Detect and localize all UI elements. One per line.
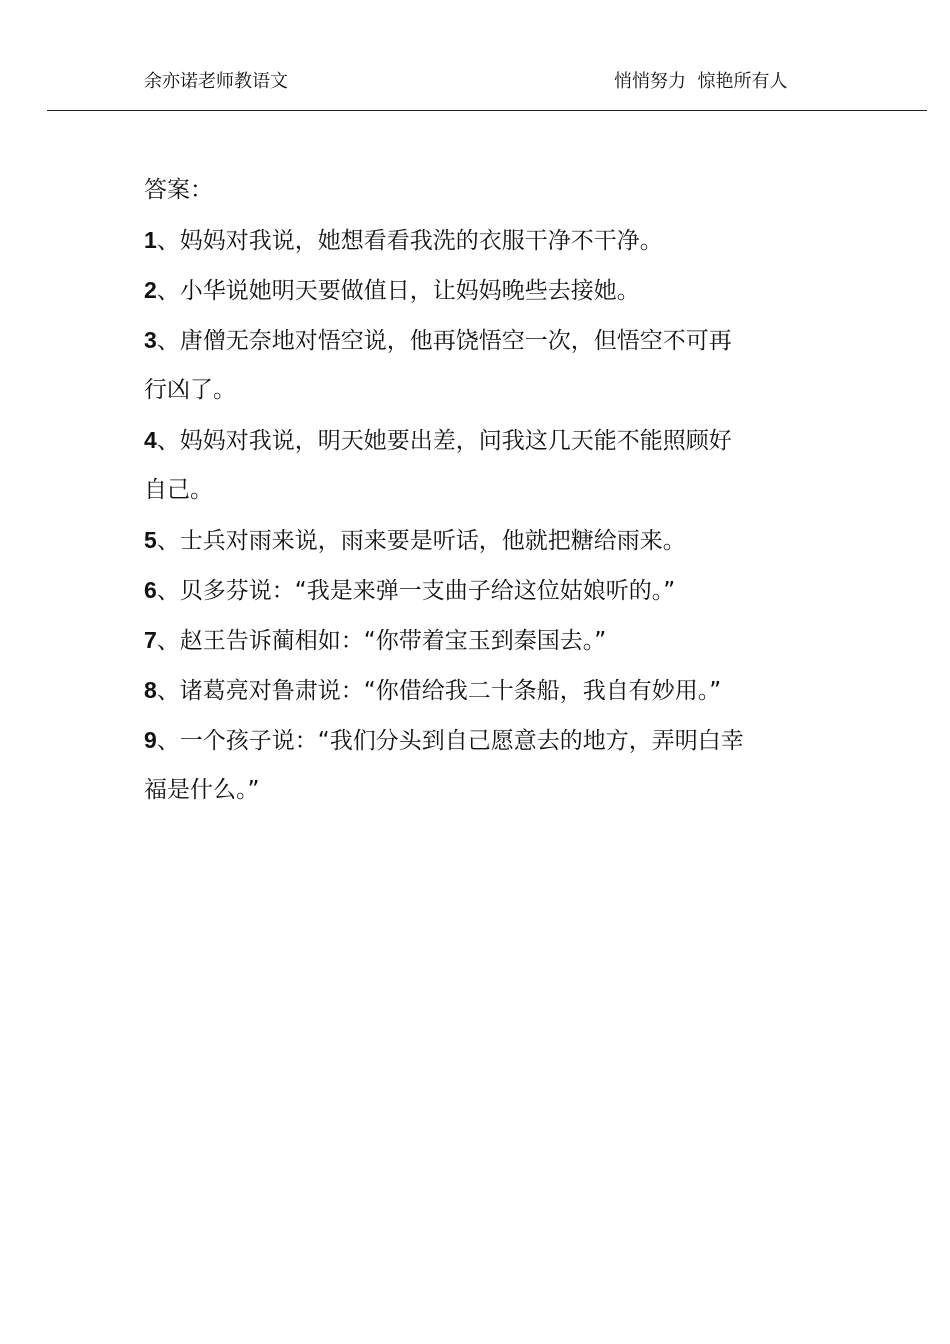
answer-text: 、小华说她明天要做值日，让妈妈晚些去接她。 — [156, 278, 640, 304]
answer-number: 8 — [144, 677, 157, 703]
answer-number: 3 — [144, 327, 157, 353]
answer-line — [144, 220, 824, 260]
answer-text: 、妈妈对我说，她想看看我洗的衣服干净不干净。 — [156, 228, 663, 254]
answer-line — [144, 570, 824, 610]
answer-number: 7 — [144, 627, 157, 653]
answer-text: 、贝多芬说：“我是来弹一支曲子给这位姑娘听的。” — [156, 578, 676, 604]
page-header — [0, 0, 950, 112]
answer-item-8 — [144, 670, 824, 710]
answer-list — [144, 220, 824, 810]
answer-text: 、赵王告诉蔺相如：“你带着宝玉到秦国去。” — [156, 628, 607, 654]
answer-line — [144, 720, 824, 760]
answer-item-9 — [144, 720, 824, 810]
answer-line-continued: 福是什么。” — [144, 777, 260, 803]
answer-line — [144, 670, 824, 710]
answer-number: 9 — [144, 727, 157, 753]
answer-item-4 — [144, 420, 824, 510]
answer-item-1 — [144, 220, 824, 260]
answer-title: 答案： — [144, 177, 213, 203]
answer-number: 4 — [144, 427, 157, 453]
answer-item-5 — [144, 520, 824, 560]
answer-text: 、唐僧无奈地对悟空说，他再饶悟空一次，但悟空不可再 — [156, 328, 732, 354]
header-right-text: 悄悄努力 惊艳所有人 — [614, 71, 788, 92]
answer-number: 2 — [144, 277, 157, 303]
header-divider — [47, 110, 927, 111]
answer-item-3 — [144, 320, 824, 410]
answer-number: 1 — [144, 227, 157, 253]
answer-line-continued: 自己。 — [144, 477, 213, 503]
answer-line-continued: 行凶了。 — [144, 377, 236, 403]
answer-text: 、诸葛亮对鲁肃说：“你借给我二十条船，我自有妙用。” — [156, 678, 722, 704]
answer-item-7 — [144, 620, 824, 660]
answer-text: 、妈妈对我说，明天她要出差，问我这几天能不能照顾好 — [156, 428, 732, 454]
answer-text: 、一个孩子说：“我们分头到自己愿意去的地方，弄明白幸 — [156, 728, 744, 754]
answer-number: 5 — [144, 527, 157, 553]
answer-line — [144, 520, 824, 560]
answer-text: 、士兵对雨来说，雨来要是听话，他就把糖给雨来。 — [156, 528, 686, 554]
answer-item-2 — [144, 270, 824, 310]
answer-section — [144, 170, 824, 820]
answer-line — [144, 620, 824, 660]
answer-line — [144, 320, 824, 360]
answer-line — [144, 270, 824, 310]
answer-number: 6 — [144, 577, 157, 603]
answer-line — [144, 420, 824, 460]
header-left-text: 余亦诺老师教语文 — [144, 71, 288, 92]
answer-item-6 — [144, 570, 824, 610]
